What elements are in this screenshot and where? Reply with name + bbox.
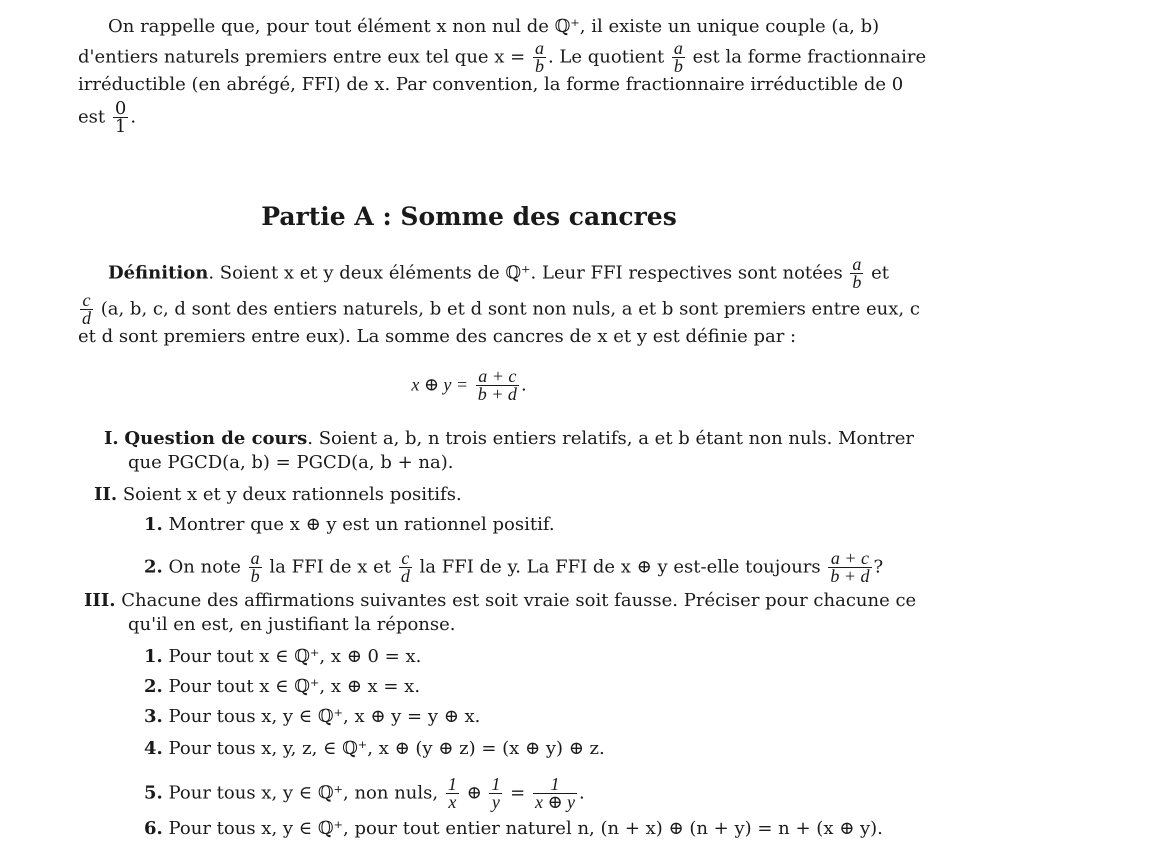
- question-III-line-2: [128, 614, 456, 636]
- question-II-1-number: 1.: [144, 514, 163, 535]
- question-II-text-1: Soient x et y deux rationnels positifs.: [122, 484, 462, 505]
- question-III-item: [144, 738, 605, 760]
- intro-text-2b: . Le quotient: [547, 46, 665, 68]
- definition-text-1: . Soient x et y deux éléments de ℚ⁺. Leur FFI respectives sont notées: [208, 262, 843, 284]
- definition-label: Définition: [108, 262, 209, 284]
- definition-fraction-cd: $\frac{c}{d}$: [82, 290, 91, 328]
- fraction-a-over-b: $\frac{a}{b}$: [534, 38, 544, 76]
- question-III-item-number: 6.: [144, 818, 163, 839]
- intro-text-4: est: [78, 106, 106, 128]
- definition-line-2: [78, 292, 920, 327]
- question-III-number: III.: [84, 590, 116, 611]
- fraction-0-over-1: $\frac{0}{1}$: [114, 98, 127, 137]
- question-III-item-text: Pour tout x ∈ ℚ⁺, x ⊕ 0 = x.: [168, 646, 422, 667]
- question-II-2-text-a: On note: [168, 556, 241, 578]
- definition-text-2: (a, b, c, d sont des entiers naturels, b et d sont non nuls, a et b sont premiers entre eux, c: [100, 298, 920, 320]
- question-III-item-text: Pour tous x, y ∈ ℚ⁺, x ⊕ y = y ⊕ x.: [168, 706, 481, 727]
- question-III-item-text: Pour tous x, y, z, ∈ ℚ⁺, x ⊕ (y ⊕ z) = (x ⊕ y) ⊕ z.: [168, 738, 605, 759]
- definition-line-3: [78, 326, 796, 348]
- question-III-item-number: 4.: [144, 738, 163, 759]
- question-II-2-fraction-sum: $\frac{a + c}{b + d}$: [830, 548, 870, 586]
- question-III-line-1: [84, 590, 916, 612]
- question-III-text-2: qu'il en est, en justifiant la réponse.: [128, 614, 456, 635]
- question-II-2-text-d: ?: [873, 556, 884, 578]
- formula-lhs: x ⊕ y =: [411, 374, 469, 395]
- question-II-number: II.: [94, 484, 118, 505]
- definition-text-1-end: et: [871, 262, 890, 284]
- question-II-1-text: Montrer que x ⊕ y est un rationnel positif.: [168, 514, 555, 535]
- question-III-text-1: Chacune des affirmations suivantes est soit vraie soit fausse. Préciser pour chacune ce: [121, 590, 917, 611]
- intro-line-2: [78, 40, 926, 75]
- question-III-item-text: Pour tous x, y ∈ ℚ⁺, non nuls,: [168, 782, 439, 804]
- question-I-number: I.: [104, 428, 119, 449]
- item-5-fraction-1-xy: $\frac{1}{x \oplus y}$: [534, 774, 576, 812]
- question-I-text-1: . Soient a, b, n trois entiers relatifs, a et b étant non nuls. Montrer: [307, 428, 915, 449]
- question-III-item-number: 2.: [144, 676, 163, 697]
- item-5-operator: ⊕: [466, 782, 482, 803]
- question-III-item: [144, 776, 585, 811]
- question-II-2-fraction-cd: $\frac{c}{d}$: [400, 548, 410, 586]
- question-I-line-2: [128, 452, 453, 474]
- item-5-fraction-1-y: $\frac{1}{y}$: [491, 774, 501, 812]
- question-III-item-number: 5.: [144, 782, 163, 804]
- question-III-item: [144, 676, 420, 698]
- item-5-fraction-1-x: $\frac{1}{x}$: [447, 774, 457, 812]
- question-III-item: [144, 706, 480, 728]
- question-III-item-text: Pour tout x ∈ ℚ⁺, x ⊕ x = x.: [168, 676, 421, 697]
- question-III-item-number: 1.: [144, 646, 163, 667]
- intro-line-4: est $\frac{0}{1}$ .: [78, 98, 137, 137]
- definition-line-1: [108, 256, 889, 291]
- fraction-a-over-b-2: $\frac{a}{b}$: [673, 38, 683, 76]
- question-III-item-number: 3.: [144, 706, 163, 727]
- intro-line-1: [108, 16, 879, 38]
- item-5-equals: =: [510, 782, 526, 804]
- question-II-line-1: [94, 484, 462, 506]
- question-III-item-text: Pour tous x, y ∈ ℚ⁺, pour tout entier naturel n, (n + x) ⊕ (n + y) = n + (x ⊕ y).: [168, 818, 883, 839]
- question-I-label: Question de cours: [124, 428, 308, 449]
- item-5-end: .: [579, 782, 585, 804]
- question-II-2: [144, 550, 883, 585]
- intro-text-2a: d'entiers naturels premiers entre eux tel que x =: [78, 46, 526, 68]
- intro-text-3: irréductible (en abrégé, FFI) de x. Par convention, la forme fractionnaire irréductible de 0: [78, 74, 904, 95]
- definition-text-3: et d sont premiers entre eux). La somme des cancres de x et y est définie par :: [78, 326, 797, 347]
- formula-fraction: $\frac{a + c}{b + d}$: [477, 366, 517, 404]
- definition-fraction-ab: $\frac{a}{b}$: [852, 254, 862, 292]
- intro-text-2c: est la forme fractionnaire: [692, 46, 927, 68]
- section-title: Partie A : Somme des cancres: [261, 202, 677, 231]
- question-III-item: [144, 818, 883, 840]
- question-II-1: [144, 514, 555, 536]
- question-II-2-number: 2.: [144, 556, 163, 578]
- intro-text-1: On rappelle que, pour tout élément x non nul de ℚ⁺, il existe un unique couple (a, b): [108, 16, 880, 37]
- question-II-2-text-b: la FFI de x et: [269, 556, 392, 578]
- question-I-line-1: [104, 428, 914, 450]
- question-II-2-fraction-ab: $\frac{a}{b}$: [250, 548, 260, 586]
- question-III-item: [144, 646, 421, 668]
- question-I-text-2: que PGCD(a, b) = PGCD(a, b + na).: [128, 452, 454, 473]
- question-II-2-text-c: la FFI de y. La FFI de x ⊕ y est-elle toujours: [419, 556, 821, 578]
- definition-formula: x ⊕ y = $\frac{a + c}{b + d}$ .: [411, 366, 527, 404]
- intro-line-3: [78, 74, 903, 96]
